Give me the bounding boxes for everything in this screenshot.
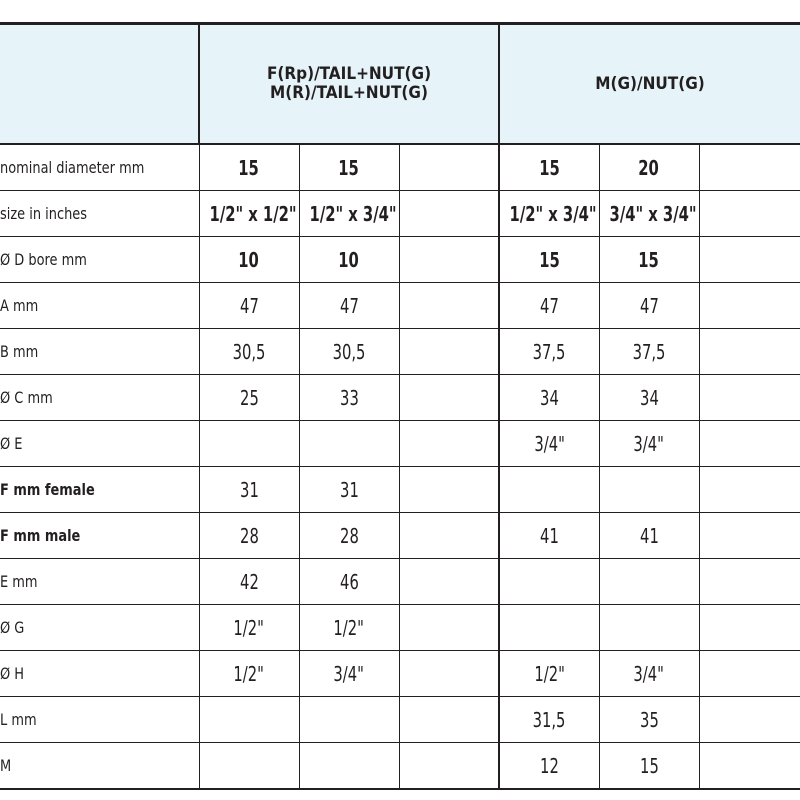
table-cell (299, 651, 399, 697)
header-group-1-line-2: M(R)/TAIL+NUT(G) (270, 83, 428, 103)
table-cell (199, 283, 299, 329)
header-group-2 (499, 24, 800, 145)
row-label (0, 144, 199, 191)
cell-value: 12 (539, 753, 559, 778)
table-cell (299, 559, 399, 605)
row-label (0, 651, 199, 697)
table-row (0, 283, 800, 329)
table-row (0, 651, 800, 697)
table-row (0, 467, 800, 513)
table-cell (599, 513, 699, 559)
row-label-text: A mm (0, 296, 39, 315)
cell-value: 3/4" (633, 431, 665, 456)
cell-value: 28 (239, 523, 259, 548)
row-label (0, 605, 199, 651)
table-cell (399, 191, 499, 237)
table-cell (599, 467, 699, 513)
table-cell (299, 329, 399, 375)
row-label-text: Ø G (0, 618, 25, 637)
table-cell (199, 743, 299, 790)
table-cell (299, 237, 399, 283)
table-cell (499, 144, 599, 191)
row-label (0, 743, 199, 790)
table-cell (299, 283, 399, 329)
table-row (0, 697, 800, 743)
table-cell (399, 743, 499, 790)
table-cell (199, 144, 299, 191)
table-cell (599, 697, 699, 743)
header-group-2-label: M(G)/NUT(G) (595, 73, 705, 94)
table-cell (599, 329, 699, 375)
row-label-text: M (0, 756, 12, 775)
table-cell (399, 513, 499, 559)
cell-value: 3/4" x 3/4" (609, 201, 697, 226)
cell-value: 3/4" (533, 431, 565, 456)
table-cell (199, 605, 299, 651)
table-cell (499, 467, 599, 513)
table-cell (399, 375, 499, 421)
table-row (0, 559, 800, 605)
table-cell (299, 421, 399, 467)
header-group-1 (199, 24, 499, 145)
cell-value: 15 (538, 155, 560, 180)
table-cell (599, 743, 699, 790)
cell-value: 37,5 (532, 339, 566, 364)
table-cell (699, 329, 800, 375)
row-label-text: F mm male (0, 526, 81, 545)
cell-value: 3/4" (333, 661, 365, 686)
table-cell (399, 697, 499, 743)
table-cell (299, 144, 399, 191)
table-cell (399, 144, 499, 191)
table-cell (699, 421, 800, 467)
cell-value: 37,5 (632, 339, 666, 364)
table-cell (599, 605, 699, 651)
row-label-text: F mm female (0, 480, 95, 499)
table-row (0, 605, 800, 651)
cell-value: 31 (339, 477, 359, 502)
table-cell (399, 559, 499, 605)
cell-value: 15 (638, 247, 660, 272)
table-cell (699, 559, 800, 605)
cell-value: 47 (239, 293, 259, 318)
cell-value: 47 (339, 293, 359, 318)
table-cell (499, 651, 599, 697)
table-cell (599, 421, 699, 467)
header-row (0, 24, 800, 145)
table-cell (599, 375, 699, 421)
table-cell (599, 559, 699, 605)
cell-value: 47 (639, 293, 659, 318)
cell-value: 47 (539, 293, 559, 318)
cell-value: 10 (338, 247, 360, 272)
table-cell (499, 605, 599, 651)
table-cell (199, 421, 299, 467)
table-cell (199, 467, 299, 513)
table-cell (599, 283, 699, 329)
table-cell (499, 191, 599, 237)
table-cell (199, 375, 299, 421)
table-cell (499, 237, 599, 283)
table-cell (199, 697, 299, 743)
row-label (0, 237, 199, 283)
table-row (0, 237, 800, 283)
table-cell (499, 743, 599, 790)
table-cell (699, 283, 800, 329)
cell-value: 1/2" (233, 661, 265, 686)
table-cell (699, 651, 800, 697)
table-cell (499, 421, 599, 467)
row-label (0, 421, 199, 467)
row-label-text: nominal diameter mm (0, 158, 145, 177)
table-cell (699, 375, 800, 421)
row-label-text: B mm (0, 342, 39, 361)
cell-value: 34 (539, 385, 559, 410)
cell-value: 1/2" (533, 661, 565, 686)
cell-value: 31,5 (532, 707, 566, 732)
cell-value: 1/2" x 3/4" (309, 201, 397, 226)
cell-value: 41 (639, 523, 659, 548)
table-cell (599, 237, 699, 283)
row-label-text: E mm (0, 572, 38, 591)
cell-value: 1/2" x 3/4" (509, 201, 597, 226)
table-cell (399, 467, 499, 513)
cell-value: 35 (639, 707, 659, 732)
header-group-1-line-1: F(Rp)/TAIL+NUT(G) (266, 64, 432, 84)
table-cell (199, 329, 299, 375)
table-cell (599, 651, 699, 697)
cell-value: 30,5 (332, 339, 366, 364)
cell-value: 15 (338, 155, 360, 180)
cell-value: 10 (238, 247, 260, 272)
cell-value: 20 (638, 155, 660, 180)
table-cell (299, 513, 399, 559)
cell-value: 28 (339, 523, 359, 548)
cell-value: 33 (339, 385, 359, 410)
table-cell (299, 697, 399, 743)
table-cell (199, 559, 299, 605)
table-cell (399, 421, 499, 467)
table-cell (699, 237, 800, 283)
table-row (0, 513, 800, 559)
table-row (0, 329, 800, 375)
table-cell (699, 191, 800, 237)
row-label-text: Ø C mm (0, 388, 53, 407)
table-cell (399, 237, 499, 283)
row-label-text: Ø H (0, 664, 25, 683)
table-cell (199, 651, 299, 697)
header-blank-cell (0, 24, 199, 145)
table-row (0, 144, 800, 191)
row-label (0, 559, 199, 605)
table-cell (199, 191, 299, 237)
table-cell (499, 697, 599, 743)
table-cell (299, 467, 399, 513)
cell-value: 30,5 (232, 339, 266, 364)
table-cell (499, 559, 599, 605)
row-label-text: size in inches (0, 204, 88, 223)
cell-value: 15 (639, 753, 659, 778)
row-label (0, 697, 199, 743)
table-cell (699, 144, 800, 191)
row-label-text: L mm (0, 710, 37, 729)
table-cell (399, 605, 499, 651)
table-row (0, 191, 800, 237)
cell-value: 1/2" x 1/2" (209, 201, 297, 226)
table-cell (399, 329, 499, 375)
cell-value: 3/4" (633, 661, 665, 686)
table-cell (199, 513, 299, 559)
row-label-text: Ø D bore mm (0, 250, 87, 269)
table-cell (299, 191, 399, 237)
cell-value: 1/2" (333, 615, 365, 640)
table-cell (599, 191, 699, 237)
table-cell (499, 283, 599, 329)
table-cell (699, 513, 800, 559)
row-label (0, 191, 199, 237)
row-label (0, 467, 199, 513)
table-cell (699, 743, 800, 790)
table-cell (499, 329, 599, 375)
table-cell (599, 144, 699, 191)
table-cell (299, 375, 399, 421)
row-label (0, 375, 199, 421)
cell-value: 34 (639, 385, 659, 410)
table-cell (299, 743, 399, 790)
table-cell (299, 605, 399, 651)
cell-value: 46 (339, 569, 359, 594)
cell-value: 15 (538, 247, 560, 272)
table-cell (699, 467, 800, 513)
cell-value: 25 (239, 385, 259, 410)
row-label-text: Ø E (0, 434, 23, 453)
cell-value: 1/2" (233, 615, 265, 640)
spec-table (0, 22, 800, 790)
table-cell (699, 697, 800, 743)
cell-value: 15 (238, 155, 260, 180)
cell-value: 31 (239, 477, 259, 502)
table-cell (699, 605, 800, 651)
table-row (0, 743, 800, 790)
row-label (0, 283, 199, 329)
table-cell (499, 513, 599, 559)
table-cell (499, 375, 599, 421)
cell-value: 42 (239, 569, 259, 594)
table-row (0, 421, 800, 467)
table-cell (199, 237, 299, 283)
table-row (0, 375, 800, 421)
table-cell (399, 651, 499, 697)
table-cell (399, 283, 499, 329)
row-label (0, 329, 199, 375)
cell-value: 41 (539, 523, 559, 548)
row-label (0, 513, 199, 559)
